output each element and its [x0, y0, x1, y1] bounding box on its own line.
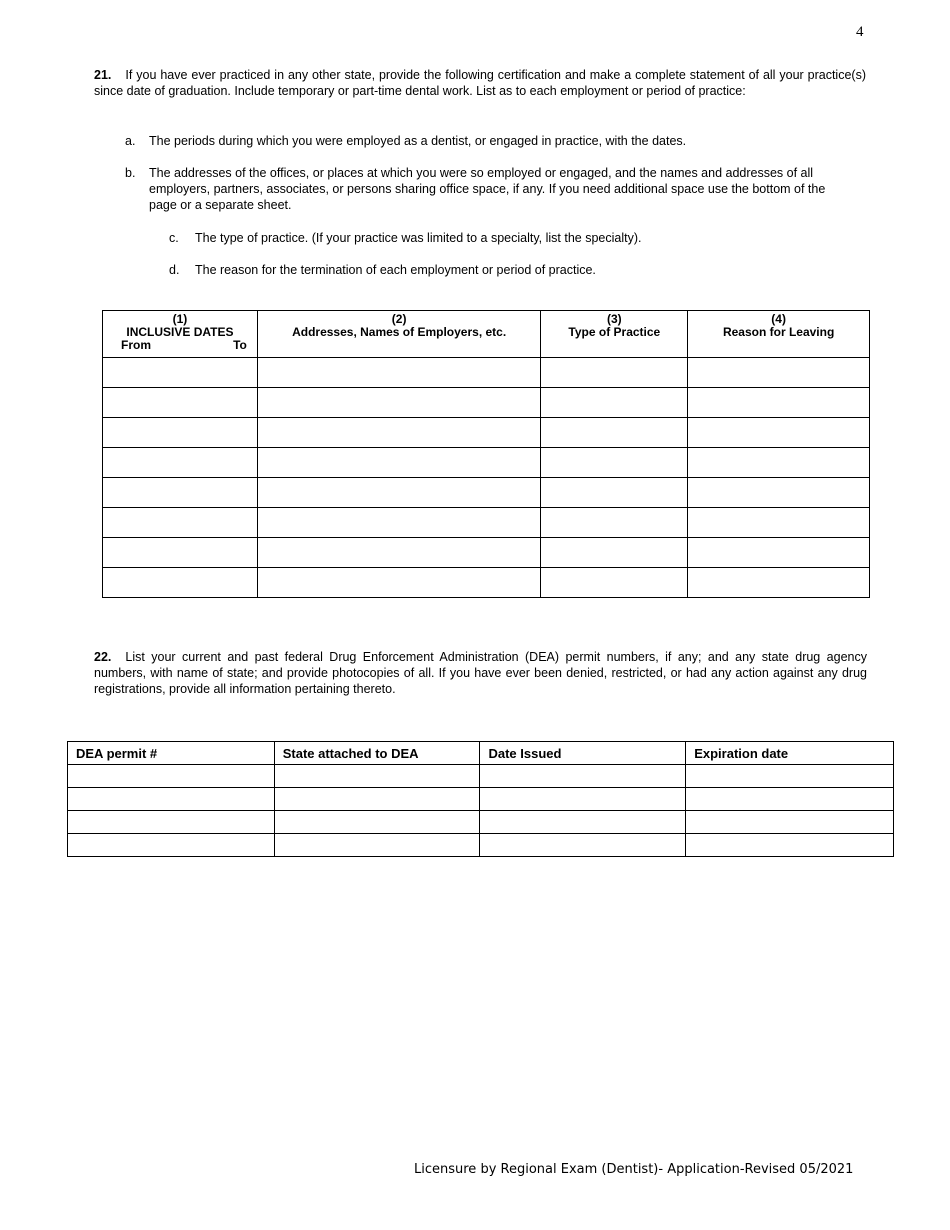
item-text: The type of practice. (If your practice was limited to a specialty, list the specialty).	[195, 231, 642, 245]
table-cell[interactable]	[257, 538, 541, 568]
item-letter: a.	[125, 134, 136, 148]
table-cell[interactable]	[541, 358, 688, 388]
employment-table-row	[103, 508, 870, 538]
table-cell[interactable]	[274, 811, 480, 834]
column-label: Addresses, Names of Employers, etc.	[292, 325, 507, 339]
employment-table-body	[103, 358, 870, 598]
item-letter: b.	[125, 166, 136, 180]
table-cell[interactable]	[257, 478, 541, 508]
column-header-state-attached: State attached to DEA	[274, 742, 480, 765]
table-cell[interactable]	[688, 358, 870, 388]
employment-table-row	[103, 418, 870, 448]
column-header-dea-permit: DEA permit #	[68, 742, 275, 765]
table-cell[interactable]	[688, 448, 870, 478]
table-cell[interactable]	[103, 568, 258, 598]
employment-table-row	[103, 568, 870, 598]
table-cell[interactable]	[480, 788, 686, 811]
table-cell[interactable]	[541, 418, 688, 448]
item-text: The periods during which you were employed as a dentist, or engaged in practice, with the dates.	[149, 134, 687, 148]
column-header-inclusive-dates	[103, 311, 258, 358]
column-label: Reason for Leaving	[722, 325, 835, 339]
column-header-type-of-practice	[541, 311, 688, 358]
column-header-addresses	[257, 311, 541, 358]
table-cell[interactable]	[480, 811, 686, 834]
table-cell[interactable]	[688, 478, 870, 508]
table-cell[interactable]	[480, 765, 686, 788]
column-label: INCLUSIVE DATES	[126, 325, 234, 339]
page-footer: Licensure by Regional Exam (Dentist)- Application-Revised 05/2021	[414, 1162, 854, 1177]
table-cell[interactable]	[688, 388, 870, 418]
to-label: To	[233, 338, 247, 352]
table-cell[interactable]	[480, 834, 686, 857]
table-cell[interactable]	[68, 788, 275, 811]
table-cell[interactable]	[103, 508, 258, 538]
table-cell[interactable]	[103, 478, 258, 508]
from-label: From	[121, 338, 151, 352]
column-number: (3)	[606, 312, 622, 326]
item-text: The addresses of the offices, or places at which you were so employed or engaged, and the names and addresses of all employers, partners, associates, or persons sharing office space, if any. If you need additional space use the bottom of the page or a separate sheet.	[149, 166, 826, 212]
table-cell[interactable]	[257, 508, 541, 538]
table-cell[interactable]	[688, 508, 870, 538]
table-cell[interactable]	[541, 448, 688, 478]
employment-table	[102, 310, 870, 598]
table-cell[interactable]	[103, 358, 258, 388]
question-21-text: If you have ever practiced in any other state, provide the following certification and make a complete statement of all your practice(s) since date of graduation. Include temporary or part-time dental work. List as to each employment or period of practice:	[94, 68, 866, 98]
column-number: (2)	[391, 312, 407, 326]
table-cell[interactable]	[686, 765, 894, 788]
column-number: (4)	[771, 312, 786, 326]
table-cell[interactable]	[541, 508, 688, 538]
table-cell[interactable]	[686, 811, 894, 834]
table-cell[interactable]	[541, 478, 688, 508]
dea-table-header-row	[68, 742, 894, 765]
table-cell[interactable]	[103, 448, 258, 478]
item-letter: c.	[169, 231, 179, 245]
item-text: The reason for the termination of each employment or period of practice.	[195, 263, 596, 277]
table-cell[interactable]	[257, 358, 541, 388]
employment-table-header-row	[103, 311, 870, 358]
table-cell[interactable]	[688, 418, 870, 448]
table-cell[interactable]	[257, 448, 541, 478]
dea-table-row	[68, 811, 894, 834]
question-22-number: 22.	[94, 650, 112, 664]
dea-table-row	[68, 834, 894, 857]
table-cell[interactable]	[274, 788, 480, 811]
question-21-number: 21.	[94, 68, 112, 82]
table-cell[interactable]	[541, 568, 688, 598]
table-cell[interactable]	[541, 538, 688, 568]
table-cell[interactable]	[257, 388, 541, 418]
column-number: (1)	[172, 312, 188, 326]
dea-table-body	[68, 765, 894, 857]
table-cell[interactable]	[686, 834, 894, 857]
employment-table-row	[103, 538, 870, 568]
table-cell[interactable]	[688, 568, 870, 598]
question-22	[94, 649, 867, 697]
employment-table-row	[103, 478, 870, 508]
table-cell[interactable]	[257, 568, 541, 598]
table-cell[interactable]	[68, 811, 275, 834]
table-cell[interactable]	[686, 788, 894, 811]
dea-table-row	[68, 765, 894, 788]
table-cell[interactable]	[257, 418, 541, 448]
column-header-reason-for-leaving	[688, 311, 870, 358]
dea-table	[67, 741, 894, 857]
dea-table-row	[68, 788, 894, 811]
question-21	[94, 67, 866, 99]
table-cell[interactable]	[274, 834, 480, 857]
column-header-date-issued: Date Issued	[480, 742, 686, 765]
column-label: Type of Practice	[568, 325, 661, 339]
page-number: 4	[856, 24, 864, 40]
table-cell[interactable]	[688, 538, 870, 568]
employment-table-row	[103, 448, 870, 478]
table-cell[interactable]	[274, 765, 480, 788]
table-cell[interactable]	[103, 388, 258, 418]
employment-table-row	[103, 358, 870, 388]
employment-table-row	[103, 388, 870, 418]
question-22-text: List your current and past federal Drug Enforcement Administration (DEA) permit numbers, if any; and any state drug agency numbers, with name of state; and provide photocopies of all. If you have ever been denied, restricted, or had any action against any drug registrations, provide all information pertaining thereto.	[94, 650, 867, 696]
table-cell[interactable]	[103, 418, 258, 448]
item-letter: d.	[169, 263, 180, 277]
table-cell[interactable]	[103, 538, 258, 568]
table-cell[interactable]	[541, 388, 688, 418]
table-cell[interactable]	[68, 765, 275, 788]
column-header-expiration-date: Expiration date	[686, 742, 894, 765]
table-cell[interactable]	[68, 834, 275, 857]
